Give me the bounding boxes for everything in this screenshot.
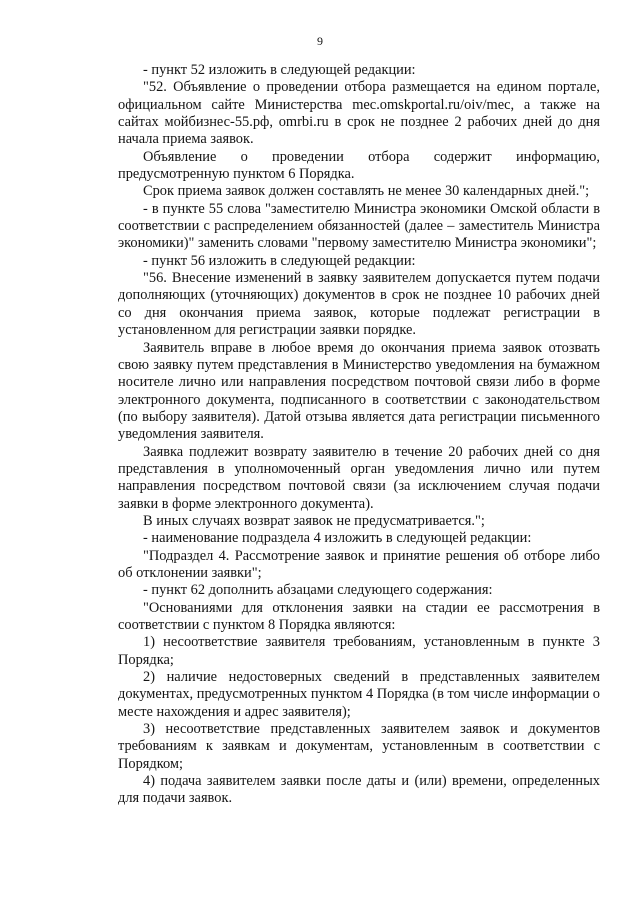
document-body xyxy=(118,62,600,808)
paragraph: - пункт 62 дополнить абзацами следующего содержания: xyxy=(143,582,493,599)
paragraph: В иных случаях возврат заявок не предусматривается."; xyxy=(143,512,485,529)
paragraph: "56. Внесение изменений в заявку заявителем допускается путем подачи дополняющих (уточняющих) документов в срок не позднее 10 рабочих дней со дня окончания приема заявок, которые подлежат регистрации в установленном для регистрации заявки порядке. xyxy=(118,270,600,339)
paragraph: Срок приема заявок должен составлять не менее 30 календарных дней."; xyxy=(143,183,590,200)
paragraph: - в пункте 55 слова "заместителю Министра экономики Омской области в соответствии с распределением обязанностей (далее – заместитель Министра экономики)" заменить словами "первому заместителю Министра экономики"; xyxy=(118,200,600,252)
paragraph: Заявка подлежит возврату заявителю в течение 20 рабочих дней со дня представления в уполномоченный орган уведомления лично или путем направления посредством почтовой связи (за исключением случая подачи заявки в форме электронного документа). xyxy=(118,443,600,512)
paragraph: - пункт 52 изложить в следующей редакции: xyxy=(143,62,416,78)
paragraph: "Основаниями для отклонения заявки на стадии ее рассмотрения в соответствии с пунктом 8 Порядка являются: xyxy=(118,599,600,633)
paragraph: - пункт 56 изложить в следующей редакции: xyxy=(143,252,416,269)
paragraph: 4) подача заявителем заявки после даты и (или) времени, определенных для подачи заявок. xyxy=(118,773,600,807)
paragraph: Объявление о проведении отбора содержит информацию, предусмотренную пунктом 6 Порядка. xyxy=(118,148,600,183)
paragraph: 3) несоответствие представленных заявителем заявок и документов требованиям к заявкам и документам, установленным в соответствии с Порядком; xyxy=(118,721,600,772)
page-number: 9 xyxy=(317,34,323,48)
paragraph: 2) наличие недостоверных сведений в представленных заявителем документах, предусмотренных пунктом 4 Порядка (в том числе информации о месте нахождения и адрес заявителя); xyxy=(118,669,600,720)
paragraph: "52. Объявление о проведении отбора размещается на едином портале, официальном сайте Министерства mec.omskportal.ru/oiv/mec, а также на сайтах мойбизнес-55.рф, omrbi.ru в срок не позднее 2 рабочих дней до дня начала приема заявок. xyxy=(118,79,600,148)
paragraph: - наименование подраздела 4 изложить в следующей редакции: xyxy=(143,530,532,547)
paragraph: "Подраздел 4. Рассмотрение заявок и принятие решения об отборе либо об отклонении заявки"; xyxy=(118,547,600,581)
paragraph: 1) несоответствие заявителя требованиям, установленным в пункте 3 Порядка; xyxy=(118,634,600,668)
paragraph: Заявитель вправе в любое время до окончания приема заявок отозвать свою заявку путем представления в Министерство уведомления на бумажном носителе лично или направления посредством почтовой связи либо в форме электронного документа, подписанного в соответствии с законодательством (по выбору заявителя). Датой отзыва является дата регистрации письменного уведомления заявителя. xyxy=(118,339,600,443)
